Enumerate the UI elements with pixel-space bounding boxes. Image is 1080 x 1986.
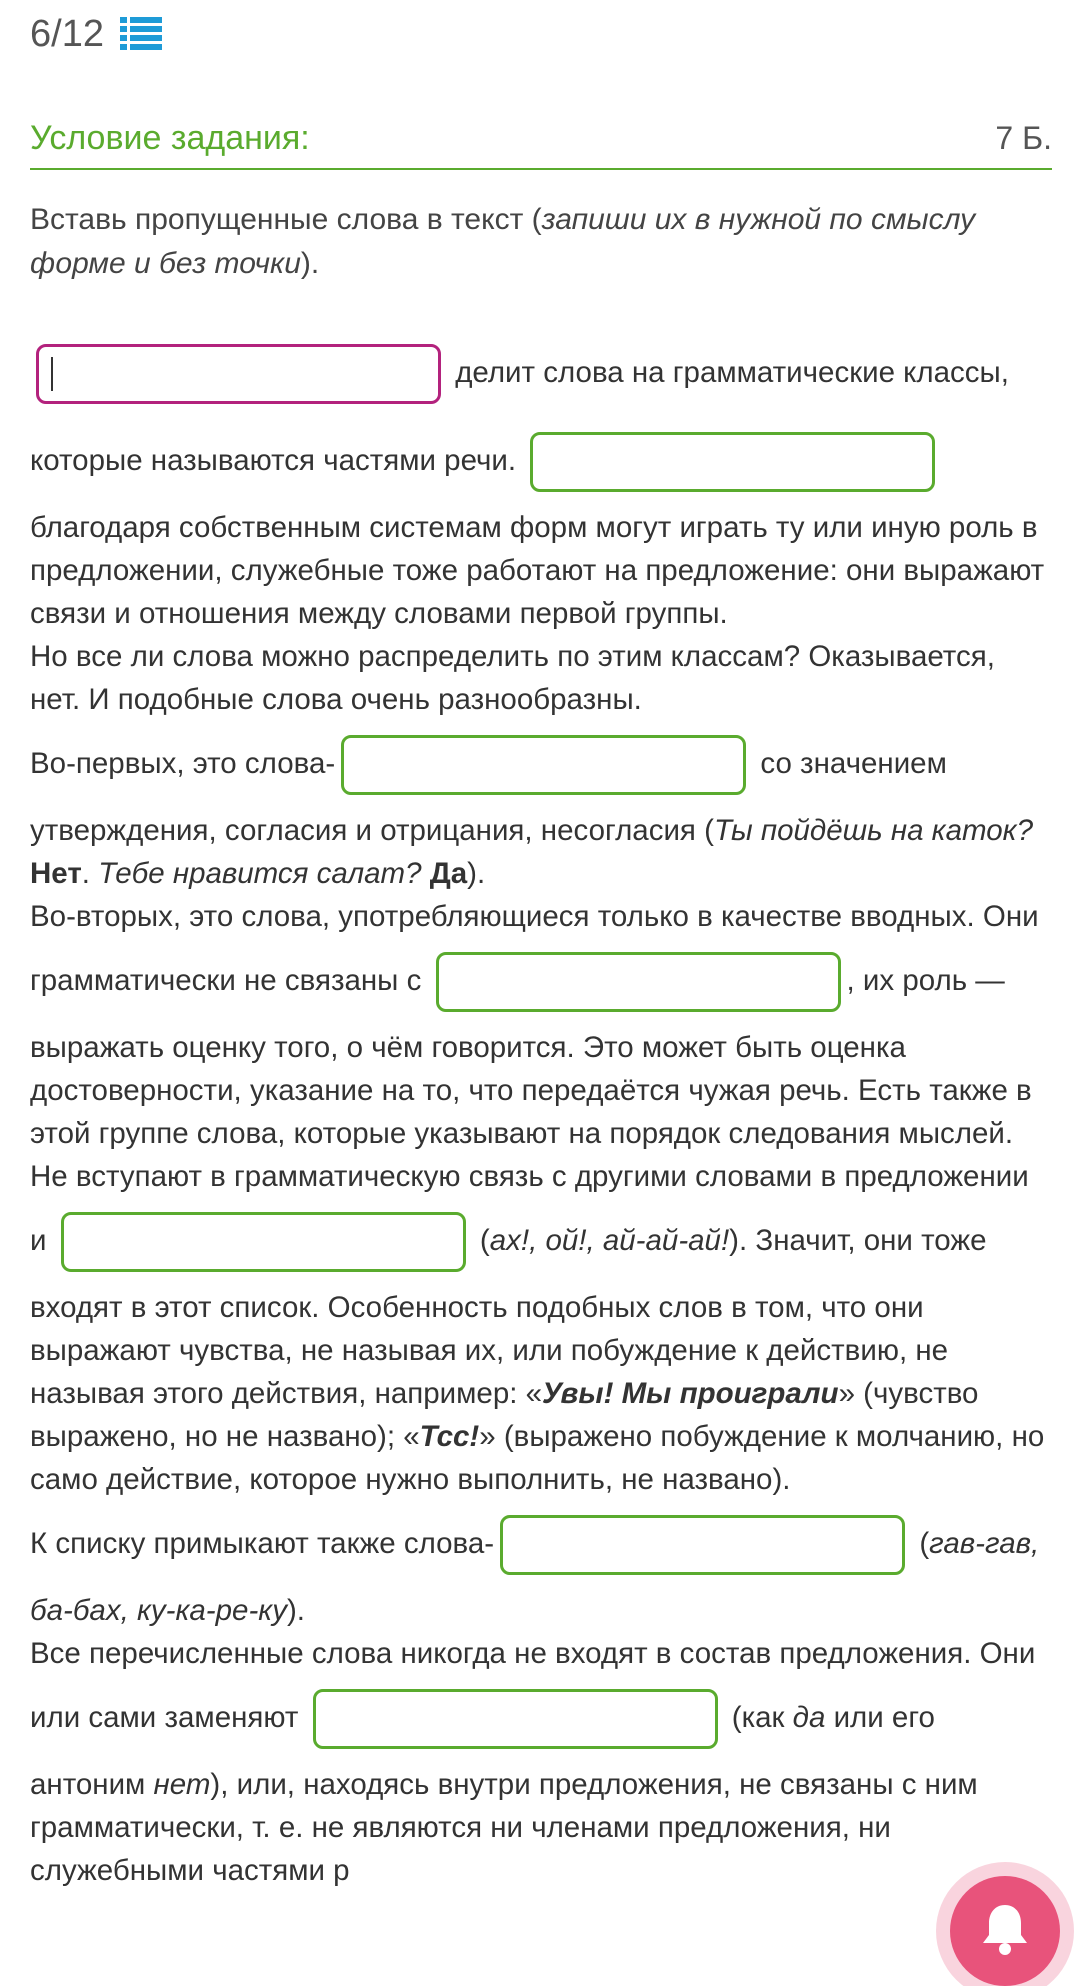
answer-input-7[interactable]	[313, 1689, 718, 1749]
text-segment: Не вступают в грамматическую связь с другими словами в предложении и	[30, 1160, 1029, 1257]
answer-input-1[interactable]	[36, 344, 441, 404]
notification-bell-button[interactable]	[950, 1876, 1060, 1986]
example-bold: Да	[429, 857, 468, 890]
example-italic: да	[792, 1700, 826, 1734]
text-segment: Во-вторых, это слова, употребляющиеся только в качестве вводных. Они грамматически не связаны с	[30, 900, 1039, 997]
task-points: 7 Б.	[995, 119, 1052, 156]
text-segment: Во-первых, это слова-	[30, 746, 336, 780]
text-segment: делит слова на грамматические классы, которые называются частями речи.	[30, 355, 1009, 477]
text-segment: со значением утверждения, согласия и отрицания, несогласия (	[30, 746, 947, 847]
answer-input-4[interactable]	[436, 952, 841, 1012]
text-segment: ).	[286, 1594, 305, 1627]
text-caret	[51, 357, 53, 391]
text-segment: » (выражено побуждение к молчанию, но само действие, которое нужно выполнить, не названо).	[30, 1420, 1045, 1496]
instruction-italic: запиши их в нужной по смыслу форме и без точки	[30, 203, 976, 280]
task-instruction	[30, 198, 1040, 286]
text-segment: (	[919, 1526, 930, 1560]
text-segment: ). Значит, они тоже входят в этот список. Особенность подобных слов в том, что они выражают чувства, не называя их, или побуждение к действию, не называя этого действия, например: «	[30, 1223, 987, 1410]
text-segment: благодаря собственным системам форм могут играть ту или иную роль в предложении, служебные тоже работают на предложение: они выражают связи и отношения между словами первой группы.	[30, 511, 1045, 630]
example-bold: Нет	[30, 857, 82, 890]
text-segment: » (чувство выражено, но не названо); «	[30, 1377, 979, 1453]
text-segment: Но все ли слова можно распределить по этим классам? Оказывается, нет. И подобные слова очень разнообразны.	[30, 640, 995, 716]
task-title: Условие задания:	[30, 118, 310, 157]
example-bold-italic: Мы проиграли	[621, 1377, 839, 1410]
task-title-row	[30, 108, 1052, 170]
answer-input-6[interactable]	[500, 1515, 905, 1575]
example-italic: нет	[153, 1768, 211, 1801]
example-bold-italic: Тсс!	[419, 1420, 480, 1453]
example-bold-italic: Увы!	[542, 1377, 614, 1410]
answer-input-3[interactable]	[341, 735, 746, 795]
progress-header	[30, 6, 162, 62]
example-italic: Тебе нравится салат?	[98, 857, 422, 890]
text-segment: .	[81, 857, 90, 890]
text-segment: , их роль — выражать оценку того, о чём говорится. Это может быть оценка достоверности, указание на то, что передаётся чужая речь. Есть также в этой группе слова, которые указывают на порядок следования мыслей.	[30, 963, 1032, 1150]
text-segment: или его антоним	[30, 1700, 935, 1801]
text-segment: Все перечисленные слова никогда не входят в состав предложения. Они или сами заменяют	[30, 1637, 1036, 1734]
example-italic: ах!, ой!, ай-ай-ай!	[489, 1223, 730, 1257]
bell-icon	[979, 1901, 1031, 1962]
text-segment: (	[479, 1223, 490, 1257]
example-italic: гав-гав, ба-бах, ку-ка-ре-ку	[30, 1526, 1040, 1627]
fill-in-text	[30, 330, 1052, 1892]
question-counter: 6/12	[30, 12, 104, 55]
answer-input-5[interactable]	[61, 1212, 466, 1272]
text-segment: К списку примыкают также слова-	[30, 1526, 495, 1560]
instruction-suffix: ).	[300, 247, 320, 280]
example-italic: Ты пойдёшь на каток?	[713, 814, 1033, 847]
list-icon[interactable]	[120, 17, 162, 51]
answer-input-2[interactable]	[530, 432, 935, 492]
text-segment: ).	[467, 857, 486, 890]
text-segment: ), или, находясь внутри предложения, не связаны с ним грамматически, т. е. не являются ни членами предложения, ни служебными частями р	[30, 1768, 978, 1887]
text-segment: (как	[731, 1700, 793, 1734]
instruction-text: Вставь пропущенные слова в текст (	[30, 203, 542, 236]
